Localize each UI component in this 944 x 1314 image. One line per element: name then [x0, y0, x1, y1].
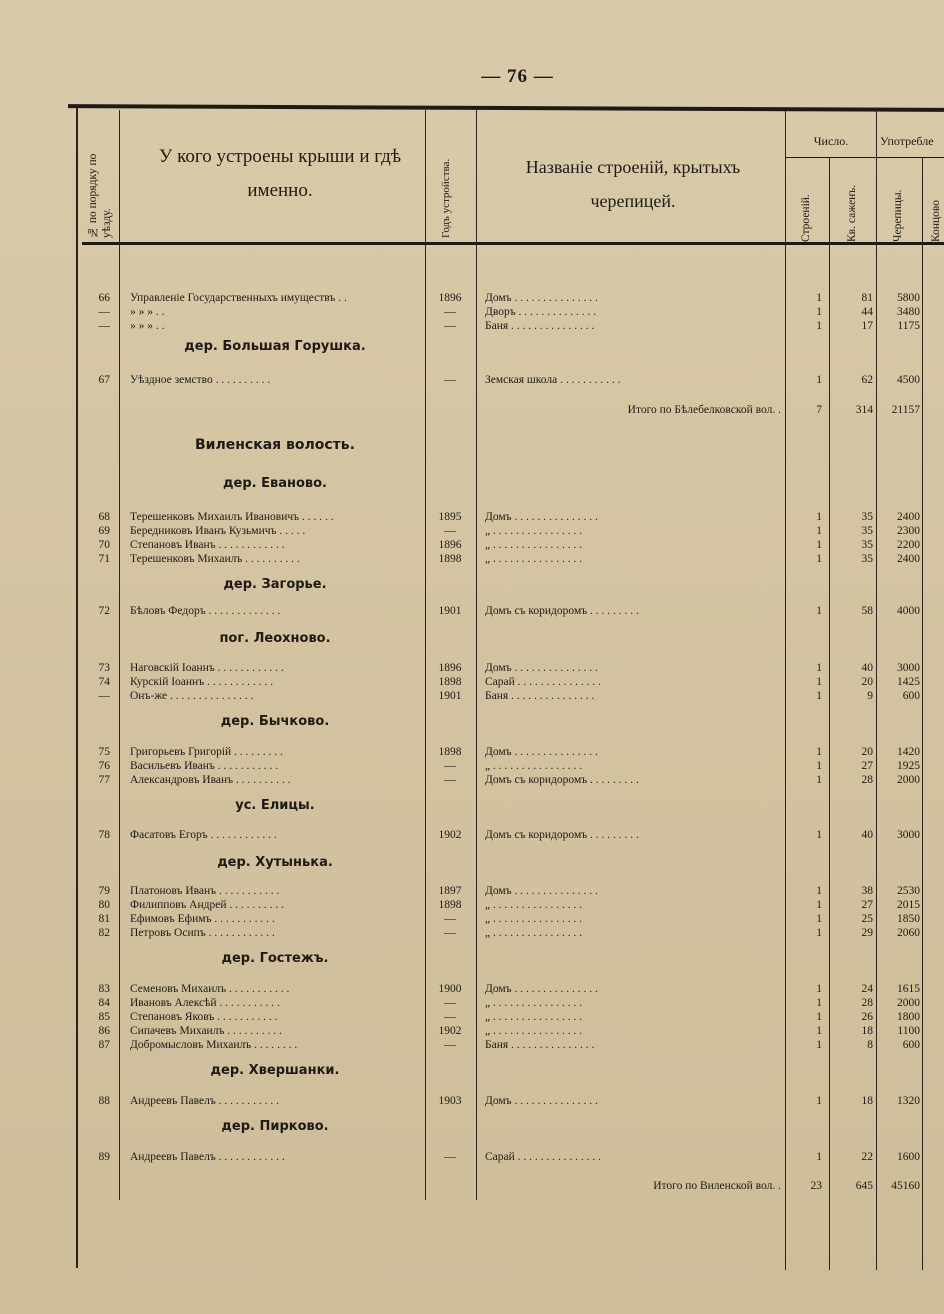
row-number: 74	[98, 676, 110, 688]
tile-count: 2400	[897, 511, 920, 523]
table-row	[0, 319, 944, 333]
area-sq-sazhen: 22	[861, 1151, 873, 1163]
owner-name: Добромысловъ Михаилъ . . . . . . . .	[130, 1039, 298, 1051]
table-row	[0, 675, 944, 689]
area-sq-sazhen: 29	[861, 927, 873, 939]
building-count: 1	[816, 292, 822, 304]
table-row	[0, 1010, 944, 1024]
year-built: —	[444, 997, 456, 1009]
owner-name: Петровъ Осипъ . . . . . . . . . . . .	[130, 927, 275, 939]
area-sq-sazhen: 35	[861, 539, 873, 551]
row-number: 72	[98, 605, 110, 617]
year-built: 1895	[438, 511, 462, 523]
table-top-rule	[68, 104, 944, 112]
header-row-number: № по порядку по уѣзду.	[87, 153, 113, 238]
building-name: „ . . . . . . . . . . . . . . . .	[485, 525, 583, 537]
row-number: 85	[98, 1011, 110, 1023]
building-name: Сарай . . . . . . . . . . . . . . .	[485, 676, 602, 688]
table-row	[0, 1038, 944, 1052]
building-count: 1	[816, 374, 822, 386]
building-name: „ . . . . . . . . . . . . . . . .	[485, 997, 583, 1009]
header-buildings: Строеній.	[800, 194, 812, 242]
row-number: 71	[98, 553, 110, 565]
year-built: 1902	[438, 829, 462, 841]
building-count: 1	[816, 885, 822, 897]
tile-count: 600	[902, 1039, 920, 1051]
owner-name: Андреевъ Павелъ . . . . . . . . . . . .	[130, 1151, 285, 1163]
row-number: 86	[98, 1025, 110, 1037]
building-count: 1	[816, 1011, 822, 1023]
table-row	[0, 1150, 944, 1164]
area-sq-sazhen: 18	[861, 1025, 873, 1037]
table-row	[0, 884, 944, 898]
header-year: Годъ устройства.	[440, 158, 452, 238]
building-name: Домъ съ коридоромъ . . . . . . . . .	[485, 605, 639, 617]
total-row	[0, 404, 944, 418]
building-count: 1	[816, 760, 822, 772]
tile-count: 1615	[897, 983, 920, 995]
total-label: Итого по Бѣлебелковской вол. .	[627, 404, 781, 416]
tile-count: 2400	[897, 553, 920, 565]
row-number: 73	[98, 662, 110, 674]
area-sq-sazhen: 58	[861, 605, 873, 617]
tile-count: 600	[902, 690, 920, 702]
building-count: 1	[816, 676, 822, 688]
building-count: 1	[816, 539, 822, 551]
area-sq-sazhen: 35	[861, 553, 873, 565]
building-name: Домъ . . . . . . . . . . . . . . .	[485, 511, 598, 523]
area-sq-sazhen: 38	[861, 885, 873, 897]
year-built: 1896	[438, 539, 462, 551]
year-built: 1900	[438, 983, 462, 995]
year-built: 1898	[438, 746, 462, 758]
building-count: 1	[816, 1151, 822, 1163]
area-sq-sazhen: 35	[861, 511, 873, 523]
header-building: Названіе строеній, крытыхъ черепицей.	[525, 157, 741, 211]
row-number: 75	[98, 746, 110, 758]
owner-name: Платоновъ Иванъ . . . . . . . . . . .	[130, 885, 280, 897]
building-name: Домъ . . . . . . . . . . . . . . .	[485, 662, 598, 674]
building-count: 1	[816, 662, 822, 674]
row-number: 83	[98, 983, 110, 995]
building-name: Баня . . . . . . . . . . . . . . .	[485, 320, 595, 332]
tile-count: 1320	[897, 1095, 920, 1107]
tile-count: 1600	[897, 1151, 920, 1163]
building-count: 1	[816, 997, 822, 1009]
tile-count: 4500	[897, 374, 920, 386]
year-built: 1901	[438, 690, 462, 702]
building-count: 1	[816, 690, 822, 702]
row-number: 69	[98, 525, 110, 537]
building-name: Баня . . . . . . . . . . . . . . .	[485, 1039, 595, 1051]
building-count: 1	[816, 553, 822, 565]
tile-count: 1425	[897, 676, 920, 688]
village-heading: дер. Загорье.	[223, 577, 327, 592]
building-count: 1	[816, 511, 822, 523]
year-built: —	[444, 374, 456, 386]
building-name: „ . . . . . . . . . . . . . . . .	[485, 1025, 583, 1037]
building-count: 1	[816, 525, 822, 537]
tile-count: 2000	[897, 997, 920, 1009]
area-sq-sazhen: 18	[861, 1095, 873, 1107]
tile-count: 1100	[897, 1025, 920, 1037]
village-heading: дер. Гостежъ.	[221, 951, 329, 966]
total-buildings: 23	[810, 1180, 822, 1192]
tile-count: 5800	[897, 292, 920, 304]
table-row	[0, 745, 944, 759]
header-bottom-rule	[82, 242, 944, 245]
year-built: —	[444, 913, 456, 925]
tile-count: 1800	[897, 1011, 920, 1023]
year-built: 1898	[438, 676, 462, 688]
total-buildings: 7	[816, 404, 822, 416]
building-name: „ . . . . . . . . . . . . . . . .	[485, 913, 583, 925]
area-sq-sazhen: 9	[867, 690, 873, 702]
header-owner: У кого устроены крыши и гдѣ именно.	[158, 146, 402, 201]
header-count-group: Число.	[813, 134, 849, 148]
row-number: 79	[98, 885, 110, 897]
owner-name: Александровъ Иванъ . . . . . . . . . .	[130, 774, 291, 786]
building-name: „ . . . . . . . . . . . . . . . .	[485, 927, 583, 939]
tile-count: 1420	[897, 746, 920, 758]
table-row	[0, 996, 944, 1010]
building-count: 1	[816, 605, 822, 617]
area-sq-sazhen: 27	[861, 899, 873, 911]
area-sq-sazhen: 40	[861, 829, 873, 841]
area-sq-sazhen: 81	[861, 292, 873, 304]
building-name: Домъ съ коридоромъ . . . . . . . . .	[485, 774, 639, 786]
table-row	[0, 689, 944, 703]
building-name: Домъ . . . . . . . . . . . . . . .	[485, 983, 598, 995]
village-heading: дер. Хвершанки.	[210, 1063, 340, 1078]
building-count: 1	[816, 1095, 822, 1107]
building-name: Домъ съ коридоромъ . . . . . . . . .	[485, 829, 639, 841]
owner-name: Григорьевъ Григорій . . . . . . . . .	[130, 746, 283, 758]
year-built: 1897	[438, 885, 462, 897]
total-row	[0, 1180, 944, 1194]
tile-count: 1925	[897, 760, 920, 772]
table-row	[0, 538, 944, 552]
owner-name: » » » . .	[130, 320, 165, 332]
table-row	[0, 1094, 944, 1108]
building-count: 1	[816, 306, 822, 318]
building-name: Домъ . . . . . . . . . . . . . . .	[485, 746, 598, 758]
owner-name: Терешенковъ Михаилъ . . . . . . . . . .	[130, 553, 300, 565]
table-row	[0, 552, 944, 566]
building-name: „ . . . . . . . . . . . . . . . .	[485, 539, 583, 551]
year-built: —	[444, 525, 456, 537]
owner-name: Степановъ Яковъ . . . . . . . . . . .	[130, 1011, 278, 1023]
table-row	[0, 373, 944, 387]
tile-count: 2300	[897, 525, 920, 537]
area-sq-sazhen: 20	[861, 676, 873, 688]
village-heading: дер. Еваново.	[223, 476, 327, 491]
owner-name: Наговскій Іоаннъ . . . . . . . . . . . .	[130, 662, 284, 674]
tile-count: 2530	[897, 885, 920, 897]
table-row	[0, 926, 944, 940]
building-name: Сарай . . . . . . . . . . . . . . .	[485, 1151, 602, 1163]
tile-count: 3000	[897, 662, 920, 674]
owner-name: Андреевъ Павелъ . . . . . . . . . . .	[130, 1095, 280, 1107]
row-number: —	[98, 690, 110, 702]
building-name: „ . . . . . . . . . . . . . . . .	[485, 553, 583, 565]
year-built: —	[444, 774, 456, 786]
building-count: 1	[816, 899, 822, 911]
owner-name: Курскій Іоаннъ . . . . . . . . . . . .	[130, 676, 274, 688]
total-label: Итого по Виленской вол. .	[653, 1180, 781, 1192]
table-row	[0, 291, 944, 305]
building-name: Баня . . . . . . . . . . . . . . .	[485, 690, 595, 702]
year-built: —	[444, 306, 456, 318]
area-sq-sazhen: 20	[861, 746, 873, 758]
row-number: 80	[98, 899, 110, 911]
owner-name: Степановъ Иванъ . . . . . . . . . . . .	[130, 539, 285, 551]
row-number: 81	[98, 913, 110, 925]
tile-count: 1175	[897, 320, 920, 332]
area-sq-sazhen: 28	[861, 774, 873, 786]
year-built: 1903	[438, 1095, 462, 1107]
row-number: 66	[98, 292, 110, 304]
area-sq-sazhen: 26	[861, 1011, 873, 1023]
owner-name: Семеновъ Михаилъ . . . . . . . . . . .	[130, 983, 290, 995]
row-number: 68	[98, 511, 110, 523]
building-count: 1	[816, 746, 822, 758]
village-heading: дер. Бычково.	[220, 714, 330, 729]
tile-count: 3480	[897, 306, 920, 318]
header-used-group: Употребле	[880, 134, 934, 148]
tile-count: 2060	[897, 927, 920, 939]
year-built: —	[444, 760, 456, 772]
row-number: 89	[98, 1151, 110, 1163]
count-group-rule	[786, 157, 944, 158]
building-name: Домъ . . . . . . . . . . . . . . .	[485, 292, 598, 304]
building-name: Дворъ . . . . . . . . . . . . . .	[485, 306, 597, 318]
total-area: 314	[855, 404, 873, 416]
owner-name: Ивановъ Алексѣй . . . . . . . . . . .	[130, 997, 280, 1009]
page-number: — 76 —	[481, 66, 554, 87]
year-built: 1896	[438, 662, 462, 674]
year-built: —	[444, 1039, 456, 1051]
owner-name: Бѣловъ Федоръ . . . . . . . . . . . . .	[130, 605, 281, 617]
area-sq-sazhen: 44	[861, 306, 873, 318]
building-name: „ . . . . . . . . . . . . . . . .	[485, 899, 583, 911]
area-sq-sazhen: 25	[861, 913, 873, 925]
village-heading: ус. Елицы.	[235, 798, 315, 813]
year-built: —	[444, 320, 456, 332]
owner-name: Управленіе Государственныхъ имуществъ . .	[130, 292, 347, 304]
tile-count: 2000	[897, 774, 920, 786]
table-row	[0, 305, 944, 319]
table-row	[0, 759, 944, 773]
building-count: 1	[816, 983, 822, 995]
owner-name: Сипачевъ Михаилъ . . . . . . . . . .	[130, 1025, 282, 1037]
building-count: 1	[816, 774, 822, 786]
tile-count: 2200	[897, 539, 920, 551]
building-name: „ . . . . . . . . . . . . . . . .	[485, 1011, 583, 1023]
table-row	[0, 828, 944, 842]
table-row	[0, 982, 944, 996]
row-number: 78	[98, 829, 110, 841]
owner-name: Ефимовъ Ефимъ . . . . . . . . . . .	[130, 913, 275, 925]
row-number: 84	[98, 997, 110, 1009]
area-sq-sazhen: 17	[861, 320, 873, 332]
total-area: 645	[855, 1180, 873, 1192]
building-count: 1	[816, 1025, 822, 1037]
owner-name: » » » . .	[130, 306, 165, 318]
area-sq-sazhen: 40	[861, 662, 873, 674]
total-tiles: 45160	[891, 1180, 920, 1192]
row-number: 77	[98, 774, 110, 786]
table-row	[0, 912, 944, 926]
building-count: 1	[816, 1039, 822, 1051]
building-count: 1	[816, 829, 822, 841]
area-sq-sazhen: 27	[861, 760, 873, 772]
tile-count: 2015	[897, 899, 920, 911]
table-row	[0, 773, 944, 787]
owner-name: Фасатовъ Егоръ . . . . . . . . . . . .	[130, 829, 277, 841]
building-name: Домъ . . . . . . . . . . . . . . .	[485, 1095, 598, 1107]
header-area: Кв. саженъ.	[846, 184, 858, 242]
tile-count: 3000	[897, 829, 920, 841]
table-row	[0, 898, 944, 912]
area-sq-sazhen: 62	[861, 374, 873, 386]
owner-name: Бередниковъ Иванъ Кузьмичъ . . . . .	[130, 525, 306, 537]
year-built: —	[444, 1011, 456, 1023]
table-row	[0, 661, 944, 675]
row-number: —	[98, 320, 110, 332]
building-name: Домъ . . . . . . . . . . . . . . .	[485, 885, 598, 897]
area-sq-sazhen: 8	[867, 1039, 873, 1051]
year-built: —	[444, 1151, 456, 1163]
row-number: 67	[98, 374, 110, 386]
header-tiles: Черепицы.	[892, 189, 904, 242]
year-built: 1901	[438, 605, 462, 617]
year-built: 1896	[438, 292, 462, 304]
year-built: —	[444, 927, 456, 939]
village-heading: дер. Большая Горушка.	[184, 339, 366, 354]
owner-name: Онъ-же . . . . . . . . . . . . . . .	[130, 690, 254, 702]
building-count: 1	[816, 320, 822, 332]
village-heading: пог. Леохново.	[219, 631, 331, 646]
area-sq-sazhen: 35	[861, 525, 873, 537]
tile-count: 4000	[897, 605, 920, 617]
table-row	[0, 510, 944, 524]
total-tiles: 21157	[891, 404, 920, 416]
village-heading: дер. Пирково.	[221, 1119, 329, 1134]
table-row	[0, 604, 944, 618]
row-number: 76	[98, 760, 110, 772]
year-built: 1898	[438, 899, 462, 911]
volost-title: Виленская волость.	[195, 437, 355, 453]
village-heading: дер. Хутынька.	[217, 855, 333, 870]
building-name: „ . . . . . . . . . . . . . . . .	[485, 760, 583, 772]
area-sq-sazhen: 24	[861, 983, 873, 995]
row-number: 70	[98, 539, 110, 551]
owner-name: Терешенковъ Михаилъ Ивановичъ . . . . . .	[130, 511, 334, 523]
building-count: 1	[816, 927, 822, 939]
table-row	[0, 1024, 944, 1038]
row-number: —	[98, 306, 110, 318]
header-cut: Концово	[930, 199, 942, 242]
tile-count: 1850	[897, 913, 920, 925]
table-row	[0, 524, 944, 538]
owner-name: Филипповъ Андрей . . . . . . . . . .	[130, 899, 284, 911]
owner-name: Васильевъ Иванъ . . . . . . . . . . .	[130, 760, 279, 772]
row-number: 82	[98, 927, 110, 939]
year-built: 1898	[438, 553, 462, 565]
area-sq-sazhen: 28	[861, 997, 873, 1009]
building-name: Земская школа . . . . . . . . . . .	[485, 374, 621, 386]
row-number: 87	[98, 1039, 110, 1051]
year-built: 1902	[438, 1025, 462, 1037]
row-number: 88	[98, 1095, 110, 1107]
building-count: 1	[816, 913, 822, 925]
owner-name: Уѣздное земство . . . . . . . . . .	[130, 374, 271, 386]
